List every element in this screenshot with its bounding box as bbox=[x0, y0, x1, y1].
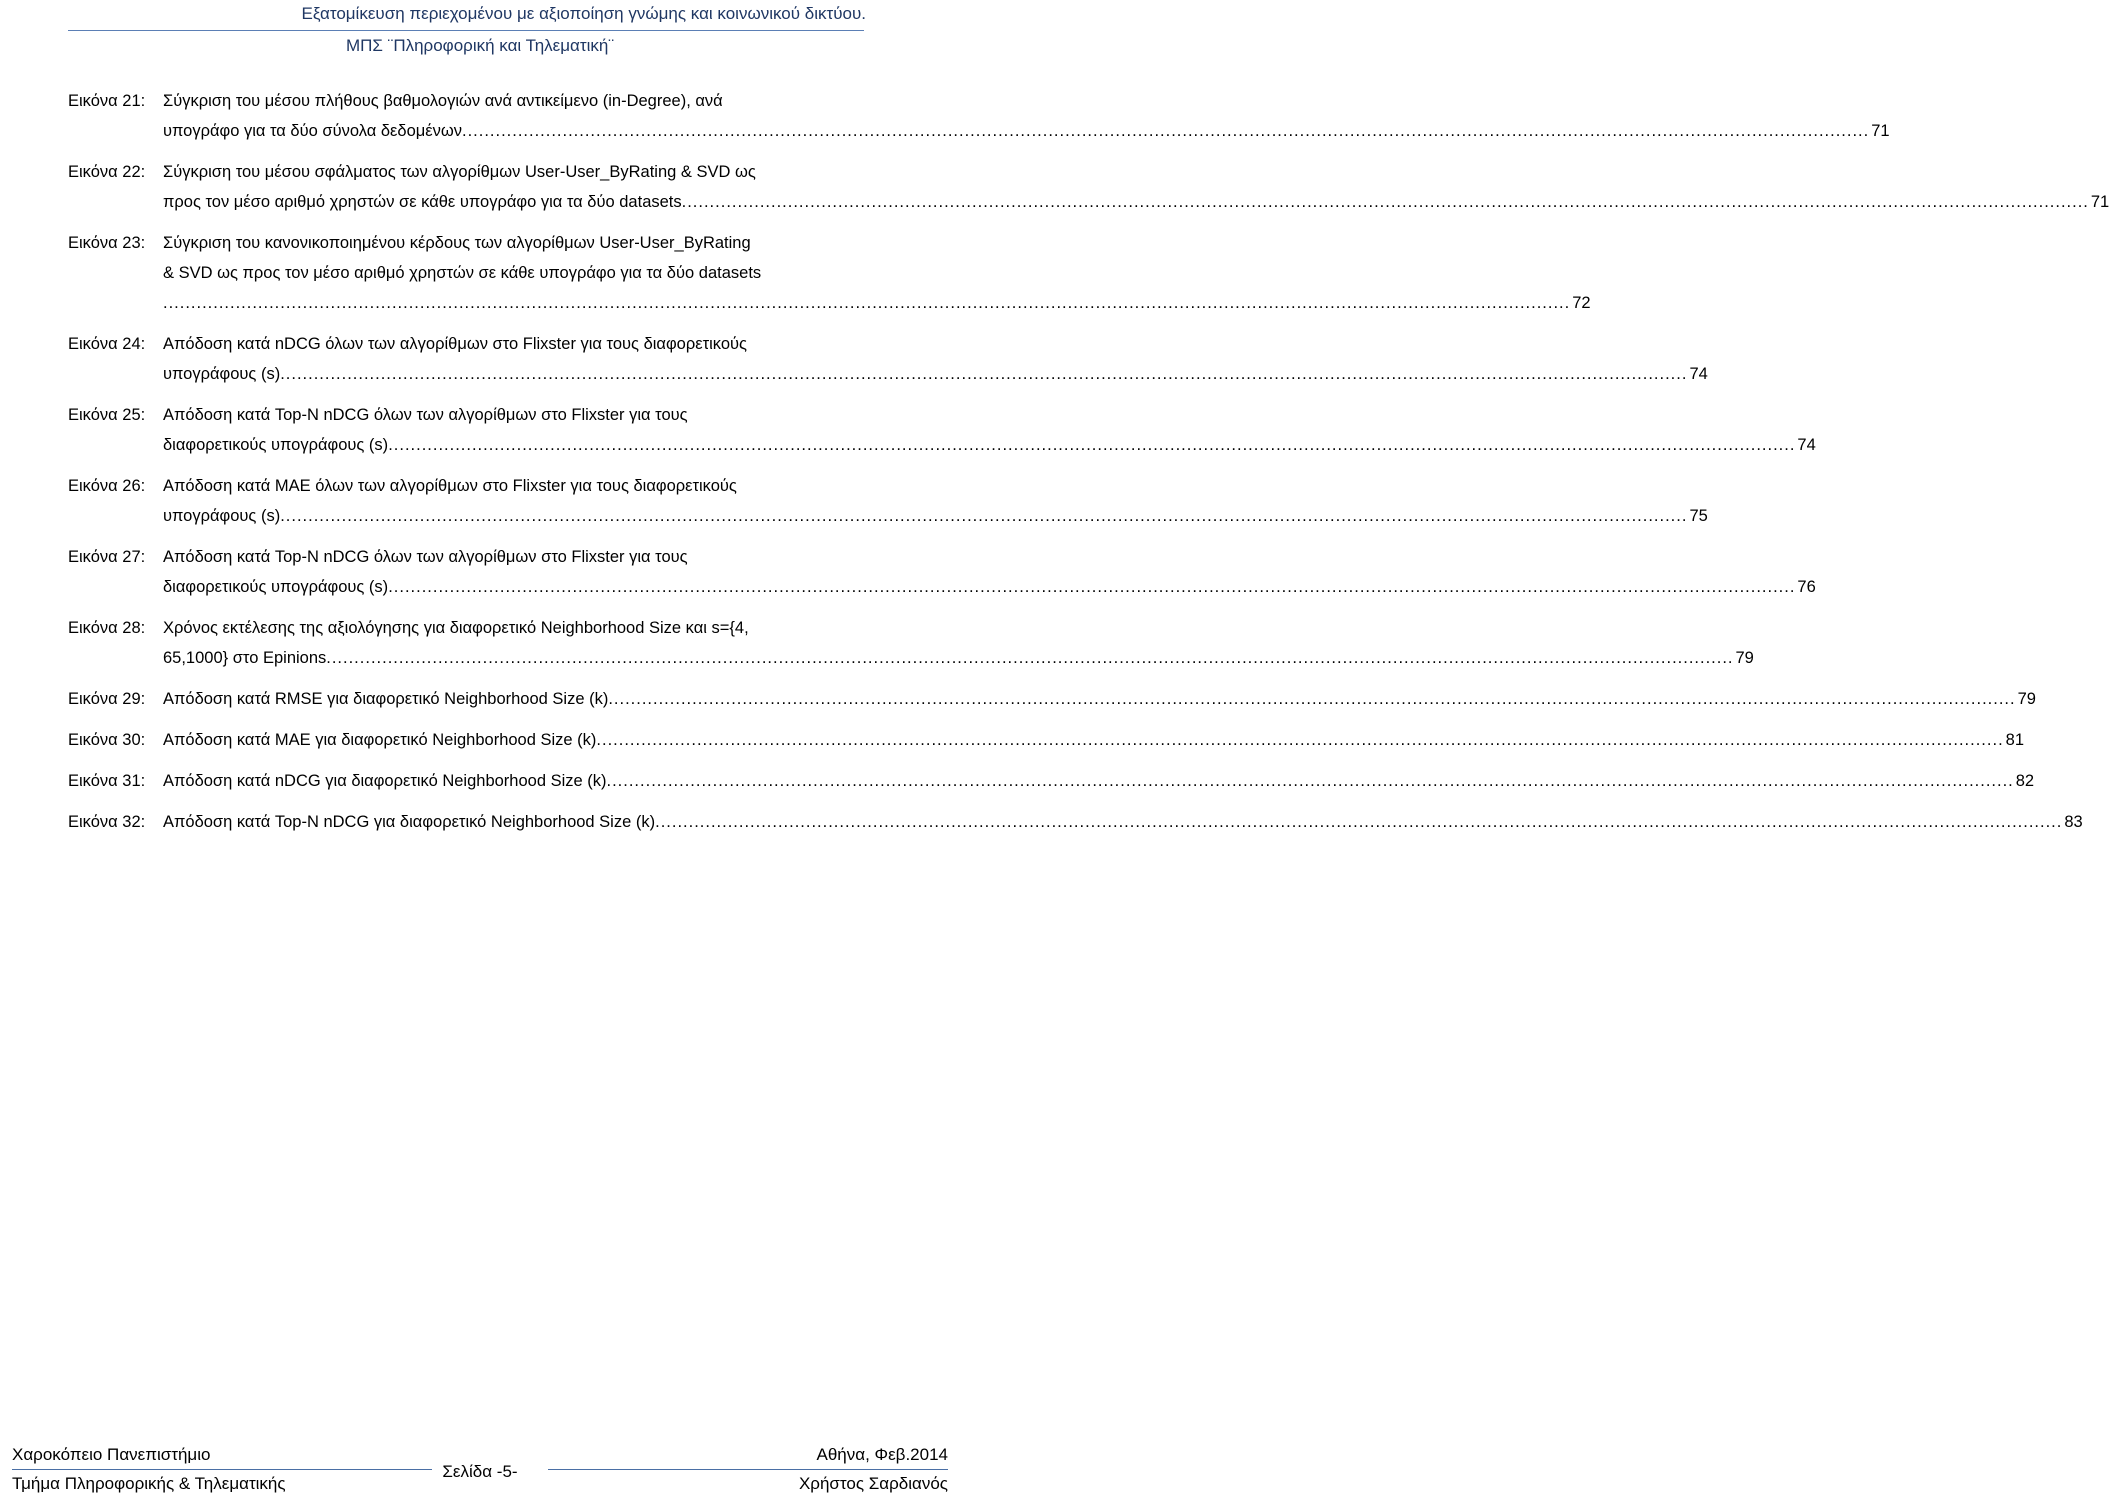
list-of-figures bbox=[68, 86, 2109, 848]
toc-entry-last-line bbox=[163, 766, 2034, 796]
header-rule bbox=[68, 30, 864, 31]
dot-leader bbox=[655, 807, 2062, 837]
toc-page-number: 76 bbox=[1797, 578, 1816, 596]
toc-entry-label: Εικόνα 24: bbox=[68, 335, 146, 353]
dot-leader bbox=[280, 501, 1687, 531]
toc-entry-last-line bbox=[163, 359, 1708, 389]
toc-entry-text: Απόδοση κατά Top-N nDCG όλων των αλγορίθμων στο Flixster για τους bbox=[163, 406, 688, 424]
toc-entry-body bbox=[163, 471, 1708, 531]
toc-entry-text: Απόδοση κατά MAE για διαφορετικό Neighborhood Size (k) bbox=[163, 731, 597, 749]
toc-entry-label: Εικόνα 30: bbox=[68, 731, 146, 749]
toc-entry-text: 65,1000} στο Epinions bbox=[163, 649, 327, 667]
toc-entry[interactable] bbox=[68, 471, 1708, 531]
toc-entry-text: Σύγκριση του μέσου σφάλματος των αλγορίθμων User-User_ByRating & SVD ως bbox=[163, 163, 756, 181]
dot-leader bbox=[388, 430, 1795, 460]
toc-entry-label: Εικόνα 28: bbox=[68, 619, 146, 637]
toc-entry-text: υπογράφους (s) bbox=[163, 365, 281, 383]
toc-entry-text: υπογράφους (s) bbox=[163, 507, 281, 525]
toc-page-number: 79 bbox=[1735, 649, 1754, 667]
toc-entry-label: Εικόνα 22: bbox=[68, 163, 146, 181]
dot-leader bbox=[608, 684, 2015, 714]
dot-leader bbox=[280, 359, 1687, 389]
toc-entry-body bbox=[163, 807, 2083, 837]
toc-entry-body bbox=[163, 684, 2036, 714]
dot-leader bbox=[596, 725, 2003, 755]
toc-entry-text: διαφορετικούς υπογράφους (s) bbox=[163, 436, 389, 454]
footer-institution: Χαροκόπειο Πανεπιστήμιο bbox=[12, 1445, 211, 1464]
toc-entry-text: Απόδοση κατά Top-N nDCG όλων των αλγορίθμων στο Flixster για τους bbox=[163, 548, 688, 566]
toc-entry-text: Σύγκριση του κανονικοποιημένου κέρδους των αλγορίθμων User-User_ByRating bbox=[163, 234, 751, 252]
toc-page-number: 81 bbox=[2005, 731, 2025, 749]
toc-entry[interactable] bbox=[68, 157, 2109, 217]
toc-page-number: 72 bbox=[1572, 294, 1591, 312]
toc-page-number: 83 bbox=[2064, 813, 2083, 831]
toc-entry-last-line bbox=[163, 288, 1591, 318]
dot-leader bbox=[462, 116, 1869, 146]
toc-entry-label: Εικόνα 26: bbox=[68, 477, 146, 495]
dot-leader bbox=[388, 572, 1795, 602]
header-subtitle: ΜΠΣ ¨Πληροφορική και Τηλεματική¨ bbox=[345, 36, 614, 55]
toc-entry-text: Σύγκριση του μέσου πλήθους βαθμολογιών ανά αντικείμενο (in-Degree), ανά bbox=[163, 92, 723, 110]
footer-department: Τμήμα Πληροφορικής & Τηλεματικής bbox=[12, 1474, 286, 1493]
toc-entry-last-line bbox=[163, 501, 1708, 531]
toc-entry-last-line bbox=[163, 684, 2036, 714]
toc-entry-body bbox=[163, 86, 1890, 146]
toc-entry-text: & SVD ως προς τον μέσο αριθμό χρηστών σε κάθε υπογράφο για τα δύο datasets bbox=[163, 264, 762, 282]
toc-entry-text: Απόδοση κατά MAE όλων των αλγορίθμων στο Flixster για τους διαφορετικούς bbox=[163, 477, 737, 495]
toc-entry-text: Απόδοση κατά nDCG για διαφορετικό Neighborhood Size (k) bbox=[163, 772, 607, 790]
toc-entry[interactable] bbox=[68, 766, 2035, 796]
toc-entry[interactable] bbox=[68, 725, 2025, 755]
toc-entry-label: Εικόνα 29: bbox=[68, 690, 146, 708]
toc-entry[interactable] bbox=[68, 542, 1816, 602]
toc-entry-last-line bbox=[163, 725, 2024, 755]
toc-entry-last-line bbox=[163, 430, 1816, 460]
toc-entry[interactable] bbox=[68, 807, 2083, 837]
page-footer bbox=[0, 1440, 960, 1497]
toc-entry-label: Εικόνα 21: bbox=[68, 92, 146, 110]
toc-entry[interactable] bbox=[68, 613, 1754, 673]
toc-entry-body bbox=[163, 157, 2109, 217]
toc-page-number: 79 bbox=[2017, 690, 2036, 708]
toc-entry-text: υπογράφο για τα δύο σύνολα δεδομένων bbox=[163, 122, 462, 140]
toc-page-number: 75 bbox=[1689, 507, 1708, 525]
toc-entry[interactable] bbox=[68, 684, 2036, 714]
toc-page-number: 74 bbox=[1797, 436, 1816, 454]
toc-page-number: 74 bbox=[1689, 365, 1708, 383]
toc-entry-body bbox=[163, 228, 1591, 318]
toc-entry-last-line bbox=[163, 807, 2083, 837]
footer-date: Αθήνα, Φεβ.2014 bbox=[816, 1445, 948, 1464]
toc-entry-label: Εικόνα 27: bbox=[68, 548, 146, 566]
toc-entry-body bbox=[163, 725, 2024, 755]
toc-entry[interactable] bbox=[68, 86, 1890, 146]
dot-leader bbox=[607, 766, 2014, 796]
toc-page-number: 71 bbox=[1871, 122, 1890, 140]
toc-page-number: 71 bbox=[2090, 193, 2109, 211]
toc-entry-body bbox=[163, 542, 1816, 602]
toc-entry-last-line bbox=[163, 572, 1816, 602]
toc-entry-label: Εικόνα 23: bbox=[68, 234, 146, 252]
toc-entry-body bbox=[163, 613, 1754, 673]
toc-entry-text: Απόδοση κατά Top-N nDCG για διαφορετικό Neighborhood Size (k) bbox=[163, 813, 656, 831]
toc-entry[interactable] bbox=[68, 400, 1816, 460]
toc-page-number: 82 bbox=[2015, 772, 2035, 790]
footer-page-number: Σελίδα -5- bbox=[442, 1462, 518, 1481]
toc-entry-text: διαφορετικούς υπογράφους (s) bbox=[163, 578, 389, 596]
footer-author: Χρήστος Σαρδιανός bbox=[798, 1474, 948, 1493]
toc-entry-body bbox=[163, 329, 1708, 389]
toc-entry-last-line bbox=[163, 187, 2109, 217]
toc-entry-text: Χρόνος εκτέλεσης της αξιολόγησης για διαφορετικό Neighborhood Size και s={4, bbox=[163, 619, 749, 637]
toc-entry-last-line bbox=[163, 116, 1890, 146]
toc-entry[interactable] bbox=[68, 329, 1708, 389]
toc-entry-body bbox=[163, 400, 1816, 460]
toc-entry-label: Εικόνα 25: bbox=[68, 406, 146, 424]
footer-rule bbox=[548, 1469, 948, 1470]
toc-entry-label: Εικόνα 31: bbox=[68, 772, 146, 790]
toc-entry[interactable] bbox=[68, 228, 1591, 318]
toc-entry-text: Απόδοση κατά RMSE για διαφορετικό Neighborhood Size (k) bbox=[163, 690, 609, 708]
toc-entry-text: Απόδοση κατά nDCG όλων των αλγορίθμων στο Flixster για τους διαφορετικούς bbox=[163, 335, 747, 353]
toc-entry-body bbox=[163, 766, 2034, 796]
dot-leader bbox=[682, 187, 2089, 217]
toc-entry-text: προς τον μέσο αριθμό χρηστών σε κάθε υπογράφο για τα δύο datasets bbox=[163, 193, 682, 211]
toc-entry-last-line bbox=[163, 643, 1754, 673]
page-header bbox=[0, 0, 960, 70]
toc-entry-label: Εικόνα 32: bbox=[68, 813, 146, 831]
header-title: Εξατομίκευση περιεχομένου με αξιοποίηση γνώμης και κοινωνικού δικτύου. bbox=[301, 4, 866, 23]
dot-leader bbox=[163, 288, 1570, 318]
dot-leader bbox=[326, 643, 1733, 673]
